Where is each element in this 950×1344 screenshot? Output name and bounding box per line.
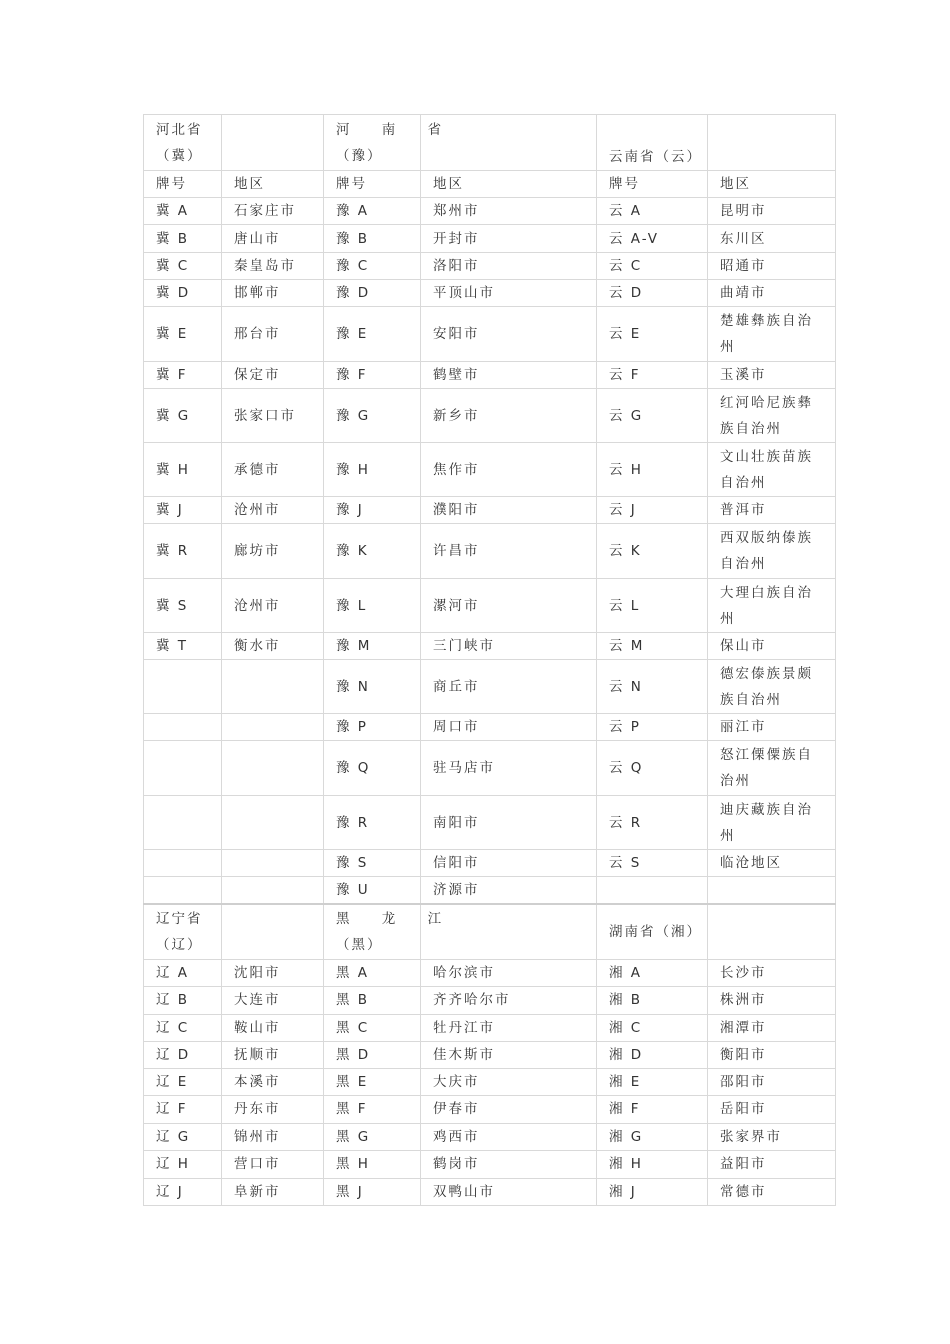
- province-cell: [597, 115, 708, 171]
- plate-cell: 云 E: [597, 307, 708, 362]
- region-cell: 信阳市: [421, 850, 597, 877]
- column-header-plate: 牌号: [144, 171, 222, 198]
- region-cell: 濮阳市: [421, 497, 597, 524]
- table-row: [144, 1041, 836, 1068]
- plate-cell: 云 M: [597, 633, 708, 660]
- region-cell: 双鸭山市: [421, 1178, 597, 1205]
- region-cell: 张家界市: [708, 1123, 836, 1150]
- table-row: [144, 714, 836, 741]
- table-row: [144, 524, 836, 579]
- plate-cell: 冀 D: [144, 280, 222, 307]
- table-row: [144, 198, 836, 225]
- plate-cell: 豫 R: [324, 796, 421, 850]
- plate-cell: [144, 660, 222, 714]
- plate-cell: 黑 H: [324, 1150, 421, 1178]
- plate-cell: 辽 B: [144, 986, 222, 1014]
- plate-cell: 豫 H: [324, 443, 421, 497]
- plate-cell: 黑 A: [324, 959, 421, 986]
- table-row: [144, 1178, 836, 1205]
- plate-cell: 湘 C: [597, 1014, 708, 1041]
- region-cell: 大理白族自治州: [708, 579, 836, 633]
- plate-cell: 黑 B: [324, 986, 421, 1014]
- plate-cell: 冀 H: [144, 443, 222, 497]
- table-row: [144, 633, 836, 660]
- plate-cell: 黑 J: [324, 1178, 421, 1205]
- province-abbr: （冀）: [156, 147, 203, 164]
- province-abbr: （黑）: [336, 936, 383, 953]
- province-name: 河北省: [156, 121, 203, 138]
- region-cell: 昆明市: [708, 198, 836, 225]
- region-cell: 济源市: [421, 877, 597, 905]
- plate-cell: 豫 J: [324, 497, 421, 524]
- table-row: [144, 959, 836, 986]
- region-cell: 本溪市: [222, 1068, 324, 1095]
- region-cell: 大庆市: [421, 1068, 597, 1095]
- column-header-region: 地区: [222, 171, 324, 198]
- plate-cell: 云 N: [597, 660, 708, 714]
- plate-cell: 冀 G: [144, 389, 222, 443]
- table-row: [144, 877, 836, 905]
- region-cell: 湘潭市: [708, 1014, 836, 1041]
- region-cell: [708, 877, 836, 905]
- region-cell: 保定市: [222, 362, 324, 389]
- plate-cell: 湘 B: [597, 986, 708, 1014]
- license-plate-table: [143, 114, 836, 1206]
- region-cell: 廊坊市: [222, 524, 324, 579]
- region-cell: [222, 714, 324, 741]
- region-cell: 迪庆藏族自治州: [708, 796, 836, 850]
- plate-cell: 云 P: [597, 714, 708, 741]
- region-cell: 营口市: [222, 1150, 324, 1178]
- region-cell: 楚雄彝族自治州: [708, 307, 836, 362]
- region-cell: 玉溪市: [708, 362, 836, 389]
- region-cell: 承德市: [222, 443, 324, 497]
- region-cell: 长沙市: [708, 959, 836, 986]
- region-cell: 漯河市: [421, 579, 597, 633]
- table-row: [144, 307, 836, 362]
- plate-cell: 豫 A: [324, 198, 421, 225]
- column-header-region: 地区: [421, 171, 597, 198]
- region-cell: 牡丹江市: [421, 1014, 597, 1041]
- plate-cell: 豫 Q: [324, 741, 421, 796]
- table-row: [144, 579, 836, 633]
- table-row: [144, 1068, 836, 1095]
- region-cell: 益阳市: [708, 1150, 836, 1178]
- region-cell: 怒江傈僳族自治州: [708, 741, 836, 796]
- region-cell: 普洱市: [708, 497, 836, 524]
- plate-cell: [144, 714, 222, 741]
- region-cell: 保山市: [708, 633, 836, 660]
- region-cell: 开封市: [421, 225, 597, 253]
- table-body: [144, 115, 836, 1206]
- table-row: [144, 986, 836, 1014]
- table-row: [144, 1095, 836, 1123]
- province-cell: [144, 115, 222, 171]
- region-cell: 临沧地区: [708, 850, 836, 877]
- plate-cell: 云 D: [597, 280, 708, 307]
- plate-cell: 云 A-V: [597, 225, 708, 253]
- plate-cell: 云 Q: [597, 741, 708, 796]
- region-cell: 郑州市: [421, 198, 597, 225]
- region-cell: 沈阳市: [222, 959, 324, 986]
- table-row: [144, 280, 836, 307]
- province-cell: [324, 115, 456, 171]
- plate-cell: 云 J: [597, 497, 708, 524]
- region-cell: 南阳市: [421, 796, 597, 850]
- region-cell: 商丘市: [421, 660, 597, 714]
- plate-cell: 湘 G: [597, 1123, 708, 1150]
- plate-cell: 豫 B: [324, 225, 421, 253]
- plate-cell: 冀 R: [144, 524, 222, 579]
- plate-cell: 云 L: [597, 579, 708, 633]
- region-cell: 邯郸市: [222, 280, 324, 307]
- region-cell: 邵阳市: [708, 1068, 836, 1095]
- region-cell: 焦作市: [421, 443, 597, 497]
- province-name: 湖南省（湘）: [609, 923, 702, 940]
- region-cell: 秦皇岛市: [222, 253, 324, 280]
- plate-cell: 豫 F: [324, 362, 421, 389]
- plate-cell: 冀 C: [144, 253, 222, 280]
- province-cell: [324, 904, 456, 959]
- empty-cell: [222, 115, 324, 171]
- plate-cell: 云 C: [597, 253, 708, 280]
- plate-cell: 黑 F: [324, 1095, 421, 1123]
- plate-cell: 冀 T: [144, 633, 222, 660]
- region-cell: 阜新市: [222, 1178, 324, 1205]
- plate-cell: 云 K: [597, 524, 708, 579]
- plate-cell: 湘 D: [597, 1041, 708, 1068]
- region-cell: 鹤岗市: [421, 1150, 597, 1178]
- table-row: [144, 1123, 836, 1150]
- plate-cell: 豫 M: [324, 633, 421, 660]
- region-cell: 常德市: [708, 1178, 836, 1205]
- plate-cell: 辽 D: [144, 1041, 222, 1068]
- plate-cell: 豫 D: [324, 280, 421, 307]
- table-row: [144, 362, 836, 389]
- table-row: [144, 389, 836, 443]
- plate-cell: 辽 J: [144, 1178, 222, 1205]
- province-name: 黑 龙 江: [336, 910, 456, 927]
- plate-cell: 豫 E: [324, 307, 421, 362]
- plate-cell: 豫 L: [324, 579, 421, 633]
- region-cell: 曲靖市: [708, 280, 836, 307]
- column-header-plate: 牌号: [324, 171, 421, 198]
- region-cell: 新乡市: [421, 389, 597, 443]
- province-abbr: （豫）: [336, 147, 383, 164]
- plate-cell: 湘 J: [597, 1178, 708, 1205]
- region-cell: 红河哈尼族彝族自治州: [708, 389, 836, 443]
- plate-cell: 豫 G: [324, 389, 421, 443]
- plate-cell: 豫 N: [324, 660, 421, 714]
- column-header-region: 地区: [708, 171, 836, 198]
- plate-cell: 黑 G: [324, 1123, 421, 1150]
- column-header-plate: 牌号: [597, 171, 708, 198]
- region-cell: 三门峡市: [421, 633, 597, 660]
- region-cell: [222, 741, 324, 796]
- province-cell: [597, 904, 708, 959]
- region-cell: 德宏傣族景颇族自治州: [708, 660, 836, 714]
- plate-cell: 冀 E: [144, 307, 222, 362]
- plate-cell: 云 G: [597, 389, 708, 443]
- table-row: [144, 443, 836, 497]
- region-cell: 株洲市: [708, 986, 836, 1014]
- region-cell: 许昌市: [421, 524, 597, 579]
- plate-cell: 湘 F: [597, 1095, 708, 1123]
- province-name: 河 南 省: [336, 121, 456, 138]
- plate-cell: [144, 796, 222, 850]
- region-cell: 伊春市: [421, 1095, 597, 1123]
- plate-cell: 辽 H: [144, 1150, 222, 1178]
- plate-cell: [144, 850, 222, 877]
- province-name: 云南省（云）: [609, 149, 702, 165]
- region-cell: 佳木斯市: [421, 1041, 597, 1068]
- region-cell: 鹤壁市: [421, 362, 597, 389]
- region-cell: [222, 660, 324, 714]
- table-row: [144, 253, 836, 280]
- plate-cell: 云 H: [597, 443, 708, 497]
- plate-cell: [144, 741, 222, 796]
- region-cell: 抚顺市: [222, 1041, 324, 1068]
- plate-cell: 黑 C: [324, 1014, 421, 1041]
- plate-cell: [597, 877, 708, 905]
- region-cell: 锦州市: [222, 1123, 324, 1150]
- plate-cell: 云 F: [597, 362, 708, 389]
- plate-cell: 辽 G: [144, 1123, 222, 1150]
- plate-cell: 辽 F: [144, 1095, 222, 1123]
- region-cell: 邢台市: [222, 307, 324, 362]
- region-cell: 平顶山市: [421, 280, 597, 307]
- region-cell: 齐齐哈尔市: [421, 986, 597, 1014]
- table-row: [144, 850, 836, 877]
- region-cell: 沧州市: [222, 579, 324, 633]
- table-row: [144, 1150, 836, 1178]
- plate-cell: 豫 U: [324, 877, 421, 905]
- province-name: 辽宁省: [156, 910, 203, 927]
- region-cell: 昭通市: [708, 253, 836, 280]
- region-cell: [222, 877, 324, 905]
- region-cell: 唐山市: [222, 225, 324, 253]
- plate-cell: 豫 C: [324, 253, 421, 280]
- table-row: [144, 796, 836, 850]
- region-cell: 丽江市: [708, 714, 836, 741]
- plate-cell: 湘 E: [597, 1068, 708, 1095]
- region-cell: 衡阳市: [708, 1041, 836, 1068]
- plate-cell: 冀 J: [144, 497, 222, 524]
- province-header-row: [144, 115, 836, 171]
- region-cell: 洛阳市: [421, 253, 597, 280]
- region-cell: 衡水市: [222, 633, 324, 660]
- plate-cell: 豫 P: [324, 714, 421, 741]
- province-cell: [144, 904, 222, 959]
- plate-cell: 冀 B: [144, 225, 222, 253]
- empty-cell: [708, 115, 836, 171]
- plate-cell: 豫 K: [324, 524, 421, 579]
- region-cell: 丹东市: [222, 1095, 324, 1123]
- table-row: [144, 660, 836, 714]
- plate-cell: 云 R: [597, 796, 708, 850]
- table-row: [144, 741, 836, 796]
- empty-cell: [222, 904, 324, 959]
- plate-cell: 云 S: [597, 850, 708, 877]
- column-header-row: [144, 171, 836, 198]
- region-cell: 沧州市: [222, 497, 324, 524]
- region-cell: 文山壮族苗族自治州: [708, 443, 836, 497]
- plate-cell: 冀 F: [144, 362, 222, 389]
- region-cell: 东川区: [708, 225, 836, 253]
- region-cell: 大连市: [222, 986, 324, 1014]
- plate-cell: 黑 E: [324, 1068, 421, 1095]
- plate-cell: 冀 S: [144, 579, 222, 633]
- region-cell: 周口市: [421, 714, 597, 741]
- plate-cell: 豫 S: [324, 850, 421, 877]
- region-cell: 鞍山市: [222, 1014, 324, 1041]
- plate-cell: 辽 E: [144, 1068, 222, 1095]
- plate-cell: 湘 A: [597, 959, 708, 986]
- empty-cell: [708, 904, 836, 959]
- region-cell: 张家口市: [222, 389, 324, 443]
- table-row: [144, 497, 836, 524]
- region-cell: [222, 796, 324, 850]
- plate-cell: [144, 877, 222, 905]
- region-cell: 安阳市: [421, 307, 597, 362]
- province-header-row: [144, 904, 836, 959]
- region-cell: [222, 850, 324, 877]
- region-cell: 岳阳市: [708, 1095, 836, 1123]
- table-row: [144, 225, 836, 253]
- region-cell: 鸡西市: [421, 1123, 597, 1150]
- region-cell: 西双版纳傣族自治州: [708, 524, 836, 579]
- plate-cell: 黑 D: [324, 1041, 421, 1068]
- plate-cell: 湘 H: [597, 1150, 708, 1178]
- region-cell: 驻马店市: [421, 741, 597, 796]
- region-cell: 哈尔滨市: [421, 959, 597, 986]
- table-row: [144, 1014, 836, 1041]
- plate-cell: 冀 A: [144, 198, 222, 225]
- region-cell: 石家庄市: [222, 198, 324, 225]
- plate-cell: 辽 A: [144, 959, 222, 986]
- plate-cell: 辽 C: [144, 1014, 222, 1041]
- province-abbr: （辽）: [156, 936, 203, 953]
- plate-cell: 云 A: [597, 198, 708, 225]
